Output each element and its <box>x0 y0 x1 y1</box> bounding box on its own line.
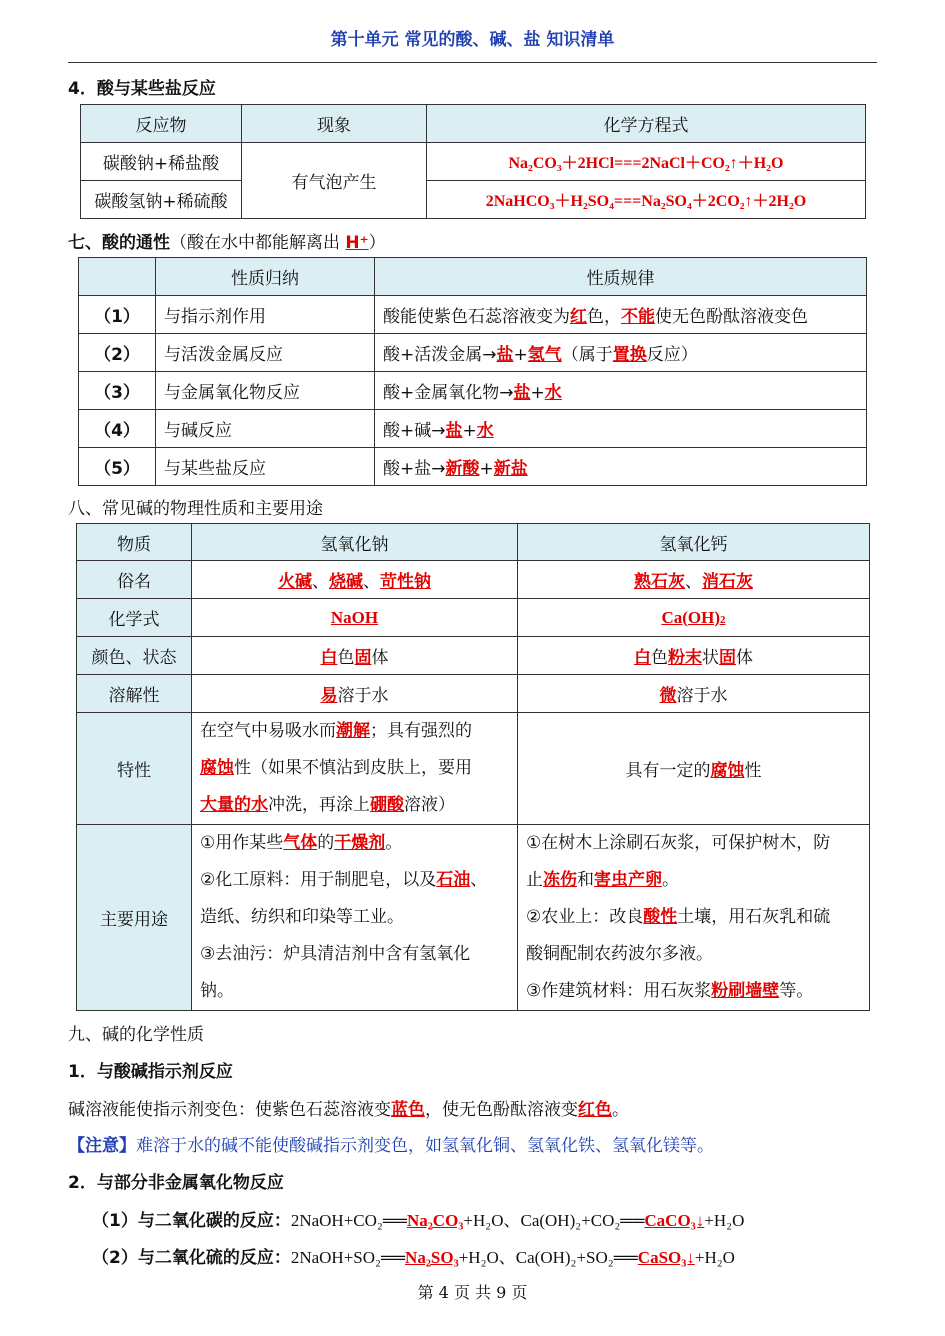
col-property: 性质归纳 <box>156 258 375 296</box>
co2-reaction: （1）与二氧化碳的反应：2NaOH+CO₂══Na₂CO₃+H₂O、Ca(OH)₂+CO₂══CaCO₃↓+H₂O <box>92 1211 745 1231</box>
section-9-2-heading: 2．与部分非金属氧化物反应 <box>68 1173 284 1193</box>
col-caoh2: 氢氧化钙 <box>518 524 870 561</box>
col-equation: 化学方程式 <box>427 105 866 143</box>
note-text: 【注意】难溶于水的碱不能使酸碱指示剂变色，如氢氧化铜、氢氧化铁、氢氧化镁等。 <box>68 1136 714 1156</box>
table-row: （3） 与金属氧化物反应 酸+金属氧化物→盐+水 <box>79 372 867 410</box>
acid-salt-table <box>80 104 866 219</box>
reactant-1: 碳酸钠+稀盐酸 <box>81 143 242 181</box>
col-rule: 性质规律 <box>375 258 867 296</box>
equation-2: 2NaHCO₃＋H₂SO₄===Na₂SO₄＋2CO₂↑＋2H₂O <box>427 181 866 219</box>
section-9-heading: 九、碱的化学性质 <box>68 1025 204 1045</box>
reactant-2: 碳酸氢钠+稀硫酸 <box>81 181 242 219</box>
table-row: （1） 与指示剂作用 酸能使紫色石蕊溶液变为红色，不能使无色酚酞溶液变色 <box>79 296 867 334</box>
page-title: 第十单元 常见的酸、碱、盐 知识清单 <box>330 30 615 50</box>
base-properties-table: 物质 氢氧化钠 氢氧化钙 俗名 火碱、烧碱、苛性钠 熟石灰、消石灰 化学式 NaOH Ca(OH)2 颜色、状态 白色固体 白色粉末状固体 溶解性 易溶于水 微溶于水 特性 在空气中易吸水而潮解；具有强烈的 腐蚀性（如果不慎沾到皮肤上，要用 大量的水冲洗，再涂上硼酸溶液） 具有一定的腐蚀性 主要用途 ①用作某些气体的干燥剂。 ②化工原料：用于制肥皂，以及石油、 造纸、纺织和印染等工业。 ③去油污：炉具清洁剂中含有氢氧化 钠。 ①在树木上涂刷石灰浆，可保护树木，防 止冻伤和害虫产卵。 ②农业上：改良酸性土壤，用石灰乳和硫 酸铜配制农药波尔多液。 ③作建筑材料：用石灰浆粉刷墙壁等。 <box>76 523 870 1011</box>
section-8-heading: 八、常见碱的物理性质和主要用途 <box>68 499 323 519</box>
col-phenomenon: 现象 <box>242 105 427 143</box>
indicator-text: 碱溶液能使指示剂变色：使紫色石蕊溶液变蓝色，使无色酚酞溶液变红色。 <box>68 1100 629 1120</box>
table-row: （4） 与碱反应 酸+碱→盐+水 <box>79 410 867 448</box>
section-9-1-heading: 1．与酸碱指示剂反应 <box>68 1062 233 1082</box>
section-4-heading: 4．酸与某些盐反应 <box>68 79 216 99</box>
page-header <box>68 26 877 63</box>
so2-reaction: （2）与二氧化硫的反应：2NaOH+SO₂══Na₂SO₃+H₂O、Ca(OH)₂+SO₂══CaSO₃↓+H₂O <box>92 1248 735 1268</box>
acid-properties-table <box>78 257 867 486</box>
page-footer: 第 4 页 共 9 页 <box>417 1283 528 1302</box>
col-index <box>79 258 156 296</box>
col-naoh: 氢氧化钠 <box>192 524 518 561</box>
phenomenon: 有气泡产生 <box>242 143 427 219</box>
equation-1: Na₂CO₃＋2HCl===2NaCl＋CO₂↑＋H₂O <box>427 143 866 181</box>
table-row: （2） 与活泼金属反应 酸+活泼金属→盐+氢气（属于置换反应） <box>79 334 867 372</box>
col-reactant: 反应物 <box>81 105 242 143</box>
col-substance: 物质 <box>77 524 192 561</box>
hydrogen-ion: H⁺ <box>345 233 369 253</box>
section-7-heading: 七、酸的通性（酸在水中都能解离出 H⁺） <box>68 233 386 253</box>
table-row: （5） 与某些盐反应 酸+盐→新酸+新盐 <box>79 448 867 486</box>
